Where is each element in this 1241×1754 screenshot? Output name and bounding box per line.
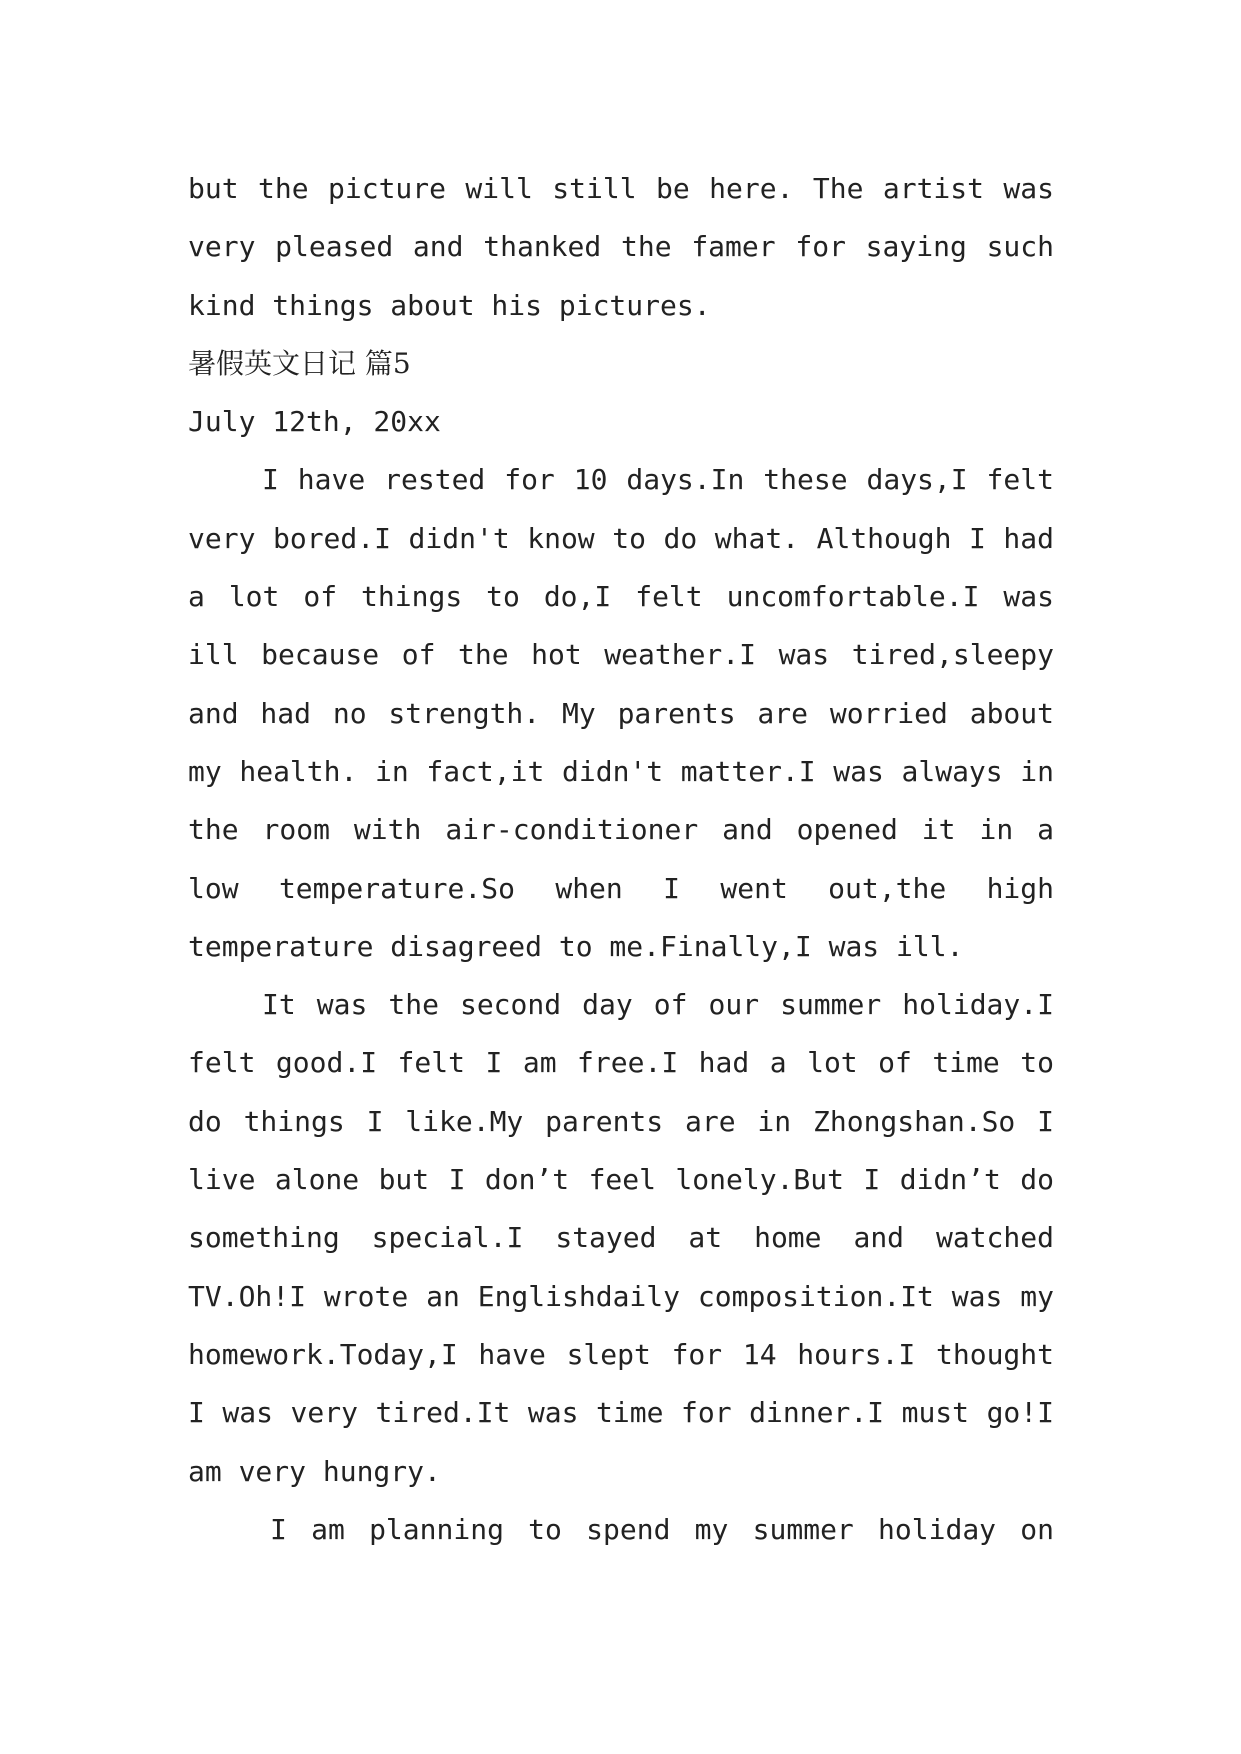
text-line: very bored.I didn't know to do what. Although I had	[188, 521, 1054, 555]
text-line: low temperature.So when I went out,the high	[188, 871, 1054, 905]
text-line: live alone but I don’t feel lonely.But I didn’t do	[188, 1163, 1054, 1197]
section-heading: 暑假英文日记 篇5	[188, 346, 411, 380]
text-line: do things I like.My parents are in Zhongshan.So I	[188, 1104, 1054, 1138]
paragraph-first-line: It was the second day of our summer holiday.I	[262, 988, 1054, 1022]
text-line: the room with air-conditioner and opened it in a	[188, 813, 1054, 847]
text-line: am very hungry.	[188, 1454, 441, 1488]
text-line: I was very tired.It was time for dinner.I must go!I	[188, 1396, 1054, 1430]
text-line: ill because of the hot weather.I was tired,sleepy	[188, 638, 1054, 672]
text-line: temperature disagreed to me.Finally,I was ill.	[188, 929, 964, 963]
paragraph-first-line: I am planning to spend my summer holiday on	[270, 1512, 1054, 1546]
text-line: kind things about his pictures.	[188, 288, 711, 322]
text-line: TV.Oh!I wrote an Englishdaily composition.It was my	[188, 1279, 1054, 1313]
text-line: but the picture will still be here. The artist was	[188, 172, 1054, 205]
text-line: felt good.I felt I am free.I had a lot of time to	[188, 1046, 1054, 1080]
text-line: a lot of things to do,I felt uncomfortable.I was	[188, 580, 1054, 614]
text-line: my health. in fact,it didn't matter.I was always in	[188, 754, 1054, 788]
document-page	[188, 160, 1054, 1559]
text-line: homework.Today,I have slept for 14 hours.I thought	[188, 1337, 1054, 1371]
diary-date: July 12th, 20xx	[188, 405, 441, 439]
text-line: something special.I stayed at home and watched	[188, 1221, 1054, 1255]
text-line: and had no strength. My parents are worried about	[188, 696, 1054, 730]
text-line: very pleased and thanked the famer for saying such	[188, 230, 1054, 264]
paragraph-first-line: I have rested for 10 days.In these days,I felt	[262, 463, 1054, 497]
